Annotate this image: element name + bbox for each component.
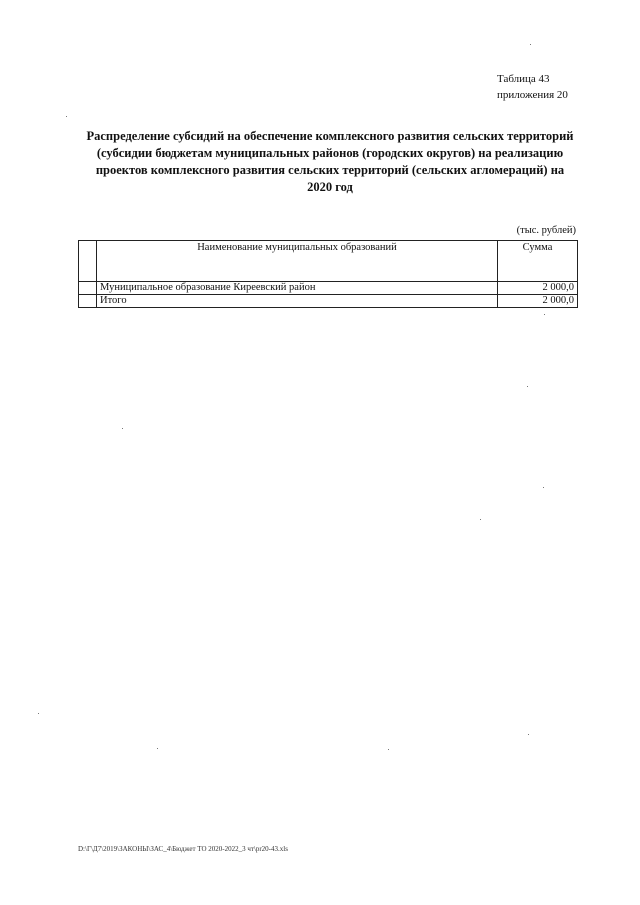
scan-speck bbox=[388, 749, 389, 750]
scan-speck bbox=[157, 748, 158, 749]
scan-speck bbox=[544, 314, 545, 315]
table-row bbox=[79, 282, 578, 295]
scan-speck bbox=[530, 44, 531, 45]
document-title bbox=[70, 128, 590, 196]
file-path-footer: D:\Г\Д7\2019\ЗАКОНЫ\ЗАС_4\Бюджет ТО 2020-2022_3 чт\pr20-43.xls bbox=[78, 845, 288, 853]
title-line-3: проектов комплексного развития сельских территорий (сельских агломераций) на bbox=[95, 163, 565, 177]
units-label: (тыс. рублей) bbox=[516, 225, 576, 236]
table-reference bbox=[497, 71, 568, 103]
scan-speck bbox=[66, 116, 67, 117]
scan-speck bbox=[527, 386, 528, 387]
appendix-number: приложения 20 bbox=[497, 89, 568, 101]
header-number bbox=[79, 241, 97, 282]
header-sum: Сумма bbox=[498, 241, 578, 282]
cell-sum: 2 000,0 bbox=[498, 282, 578, 295]
title-line-4: 2020 год bbox=[307, 180, 353, 194]
cell-number bbox=[79, 282, 97, 295]
scan-speck bbox=[543, 487, 544, 488]
cell-name: Итого bbox=[97, 295, 498, 308]
table-row-total bbox=[79, 295, 578, 308]
scan-speck bbox=[480, 519, 481, 520]
cell-name: Муниципальное образование Киреевский район bbox=[97, 282, 498, 295]
header-name: Наименование муниципальных образований bbox=[97, 241, 498, 282]
cell-sum: 2 000,0 bbox=[498, 295, 578, 308]
scan-speck bbox=[122, 428, 123, 429]
table-header-row bbox=[79, 241, 578, 282]
title-line-1: Распределение субсидий на обеспечение комплексного развития сельских территорий bbox=[86, 129, 574, 143]
subsidy-table bbox=[78, 240, 578, 308]
title-line-2: (субсидии бюджетам муниципальных районов (городских округов) на реализацию bbox=[96, 146, 564, 160]
cell-number bbox=[79, 295, 97, 308]
scan-speck bbox=[38, 713, 39, 714]
table-number: Таблица 43 bbox=[497, 73, 550, 85]
scan-speck bbox=[528, 734, 529, 735]
